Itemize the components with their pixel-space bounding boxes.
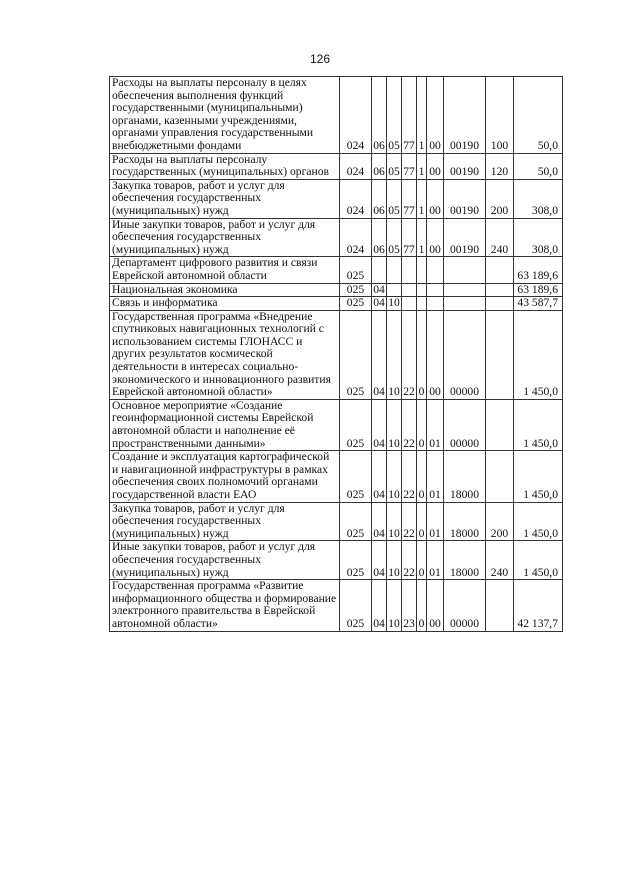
ved-code-cell: 025 — [340, 580, 372, 631]
table-row — [110, 310, 563, 399]
row-name-cell: Создание и эксплуатация картографической и навигационной инфраструктуры в рамках обеспечения своих полномочий органами государственной власти ЕАО — [110, 451, 340, 502]
target-direction-code-cell: 00000 — [444, 580, 486, 631]
target-subprogram-code-cell: 0 — [417, 399, 427, 450]
row-name-cell: Иные закупки товаров, работ и услуг для обеспечения государственных (муниципальных) нужд — [110, 541, 340, 580]
budget-table-body — [110, 77, 563, 632]
expense-type-code-cell — [486, 399, 514, 450]
section-code-cell: 04 — [372, 399, 387, 450]
target-direction-code-cell — [444, 283, 486, 297]
expense-type-code-cell: 200 — [486, 179, 514, 218]
target-program-code-cell: 22 — [402, 310, 417, 399]
subsection-code-cell: 10 — [387, 502, 402, 541]
section-code-cell: 06 — [372, 218, 387, 257]
target-event-code-cell: 01 — [427, 541, 444, 580]
target-subprogram-code-cell — [417, 283, 427, 297]
row-name-cell: Департамент цифрового развития и связи Еврейской автономной области — [110, 257, 340, 283]
amount-cell: 1 450,0 — [514, 541, 563, 580]
target-subprogram-code-cell: 0 — [417, 541, 427, 580]
section-code-cell: 04 — [372, 502, 387, 541]
target-direction-code-cell: 00000 — [444, 399, 486, 450]
table-row — [110, 502, 563, 541]
target-subprogram-code-cell: 1 — [417, 218, 427, 257]
target-event-code-cell: 00 — [427, 218, 444, 257]
target-subprogram-code-cell: 1 — [417, 153, 427, 179]
target-direction-code-cell: 00000 — [444, 310, 486, 399]
ved-code-cell: 024 — [340, 179, 372, 218]
target-program-code-cell: 77 — [402, 153, 417, 179]
table-row — [110, 218, 563, 257]
target-direction-code-cell: 18000 — [444, 541, 486, 580]
subsection-code-cell: 10 — [387, 541, 402, 580]
target-program-code-cell — [402, 283, 417, 297]
expense-type-code-cell — [486, 580, 514, 631]
target-event-code-cell: 01 — [427, 502, 444, 541]
row-name-cell: Закупка товаров, работ и услуг для обеспечения государственных (муниципальных) нужд — [110, 179, 340, 218]
target-program-code-cell: 22 — [402, 541, 417, 580]
ved-code-cell: 025 — [340, 399, 372, 450]
target-event-code-cell: 00 — [427, 580, 444, 631]
subsection-code-cell: 05 — [387, 153, 402, 179]
amount-cell: 50,0 — [514, 77, 563, 154]
subsection-code-cell — [387, 283, 402, 297]
row-name-cell: Связь и информатика — [110, 297, 340, 311]
table-row — [110, 283, 563, 297]
section-code-cell: 06 — [372, 77, 387, 154]
target-subprogram-code-cell: 0 — [417, 580, 427, 631]
ved-code-cell: 025 — [340, 451, 372, 502]
subsection-code-cell: 05 — [387, 77, 402, 154]
expense-type-code-cell — [486, 257, 514, 283]
target-program-code-cell: 22 — [402, 399, 417, 450]
target-event-code-cell: 01 — [427, 451, 444, 502]
table-row — [110, 399, 563, 450]
target-program-code-cell: 22 — [402, 502, 417, 541]
section-code-cell: 04 — [372, 580, 387, 631]
amount-cell: 63 189,6 — [514, 257, 563, 283]
subsection-code-cell: 10 — [388, 296, 400, 310]
subsection-code-cell: 05 — [387, 218, 402, 257]
target-direction-code-cell: 00190 — [444, 179, 486, 218]
target-subprogram-code-cell — [417, 257, 427, 283]
target-direction-code-cell: 00190 — [444, 153, 486, 179]
budget-table — [109, 76, 563, 632]
table-row — [110, 257, 563, 283]
target-program-code-cell: 77 — [402, 179, 417, 218]
amount-cell: 50,0 — [514, 153, 563, 179]
target-program-code-cell — [402, 297, 417, 311]
table-row — [110, 77, 563, 154]
target-program-code-cell: 77 — [402, 218, 417, 257]
amount-cell: 1 450,0 — [514, 399, 563, 450]
row-name-cell: Расходы на выплаты персоналу государственных (муниципальных) органов — [110, 153, 340, 179]
target-direction-code-cell — [444, 257, 486, 283]
table-row — [110, 541, 563, 580]
amount-cell: 308,0 — [514, 218, 563, 257]
target-direction-code-cell: 00190 — [444, 218, 486, 257]
ved-code-cell: 025 — [340, 297, 372, 311]
target-subprogram-code-cell: 1 — [417, 77, 427, 154]
row-name-cell: Государственная программа «Развитие информационного общества и формирование электронного правительства в Еврейской автономной области» — [110, 580, 340, 631]
target-program-code-cell — [402, 257, 417, 283]
ved-code-cell: 025 — [340, 502, 372, 541]
target-event-code-cell: 00 — [427, 179, 444, 218]
target-direction-code-cell: 00190 — [444, 77, 486, 154]
target-subprogram-code-cell: 0 — [417, 451, 427, 502]
target-subprogram-code-cell: 1 — [417, 179, 427, 218]
target-event-code-cell — [427, 257, 444, 283]
expense-type-code-cell: 100 — [486, 77, 514, 154]
amount-cell: 308,0 — [514, 179, 563, 218]
row-name-cell: Иные закупки товаров, работ и услуг для обеспечения государственных (муниципальных) нужд — [110, 218, 340, 257]
target-subprogram-code-cell — [417, 297, 427, 311]
row-name-cell: Основное мероприятие «Создание геоинформационной системы Еврейской автономной области и наполнение её пространственными данными» — [110, 399, 340, 450]
subsection-code-cell: 10 — [387, 580, 402, 631]
expense-type-code-cell: 200 — [486, 502, 514, 541]
expense-type-code-cell: 240 — [486, 218, 514, 257]
target-subprogram-code-cell: 0 — [417, 502, 427, 541]
amount-cell: 1 450,0 — [514, 451, 563, 502]
expense-type-code-cell — [486, 283, 514, 297]
ved-code-cell: 024 — [340, 153, 372, 179]
table-row — [110, 451, 563, 502]
target-direction-code-cell: 18000 — [444, 502, 486, 541]
table-row — [110, 153, 563, 179]
ved-code-cell: 025 — [340, 257, 372, 283]
section-code-cell: 04 — [372, 310, 387, 399]
row-name-cell: Закупка товаров, работ и услуг для обеспечения государственных (муниципальных) нужд — [110, 502, 340, 541]
subsection-code-cell: 05 — [387, 179, 402, 218]
target-event-code-cell: 00 — [427, 77, 444, 154]
ved-code-cell: 025 — [340, 283, 372, 297]
subsection-code-cell: 10 — [387, 451, 402, 502]
target-direction-code-cell: 18000 — [444, 451, 486, 502]
target-subprogram-code-cell: 0 — [417, 310, 427, 399]
section-code-cell — [372, 257, 387, 283]
amount-cell: 1 450,0 — [514, 310, 563, 399]
target-event-code-cell: 01 — [427, 399, 444, 450]
row-name-cell: Государственная программа «Внедрение спутниковых навигационных технологий с использованием системы ГЛОНАСС и других результатов космической деятельности в интересах социально-экономического и инновационного развития Еврейской автономной области» — [110, 310, 340, 399]
target-program-code-cell: 77 — [402, 77, 417, 154]
table-row — [110, 297, 563, 311]
subsection-code-cell: 10 — [387, 399, 402, 450]
expense-type-code-cell: 240 — [486, 541, 514, 580]
row-name-cell: Расходы на выплаты персоналу в целях обеспечения выполнения функций государственными (муниципальными) органами, казенными учреждениями, органами управления государственными внебюджетными фондами — [110, 77, 340, 154]
ved-code-cell: 025 — [340, 310, 372, 399]
page-number: 126 — [309, 52, 331, 66]
target-program-code-cell: 23 — [402, 580, 417, 631]
subsection-code-cell: 10 — [387, 310, 402, 399]
section-code-cell: 04 — [373, 296, 385, 310]
section-code-cell: 04 — [372, 451, 387, 502]
expense-type-code-cell — [486, 297, 514, 311]
target-event-code-cell — [427, 297, 444, 311]
row-name-cell: Национальная экономика — [110, 283, 340, 297]
ved-code-cell: 025 — [340, 541, 372, 580]
expense-type-code-cell — [486, 310, 514, 399]
amount-cell: 1 450,0 — [514, 502, 563, 541]
expense-type-code-cell: 120 — [486, 153, 514, 179]
amount-cell: 63 189,6 — [514, 283, 563, 297]
target-direction-code-cell — [444, 297, 486, 311]
expense-type-code-cell — [486, 451, 514, 502]
amount-cell: 43 587,7 — [514, 297, 563, 311]
target-program-code-cell: 22 — [402, 451, 417, 502]
target-event-code-cell: 00 — [427, 153, 444, 179]
table-row — [110, 580, 563, 631]
target-event-code-cell: 00 — [427, 310, 444, 399]
table-row — [110, 179, 563, 218]
section-code-cell: 04 — [372, 541, 387, 580]
amount-cell: 42 137,7 — [514, 580, 563, 631]
section-code-cell: 06 — [372, 179, 387, 218]
section-code-cell: 04 — [373, 283, 385, 296]
subsection-code-cell — [387, 257, 402, 283]
section-code-cell: 06 — [372, 153, 387, 179]
ved-code-cell: 024 — [340, 218, 372, 257]
ved-code-cell: 024 — [340, 77, 372, 154]
target-event-code-cell — [427, 283, 444, 297]
